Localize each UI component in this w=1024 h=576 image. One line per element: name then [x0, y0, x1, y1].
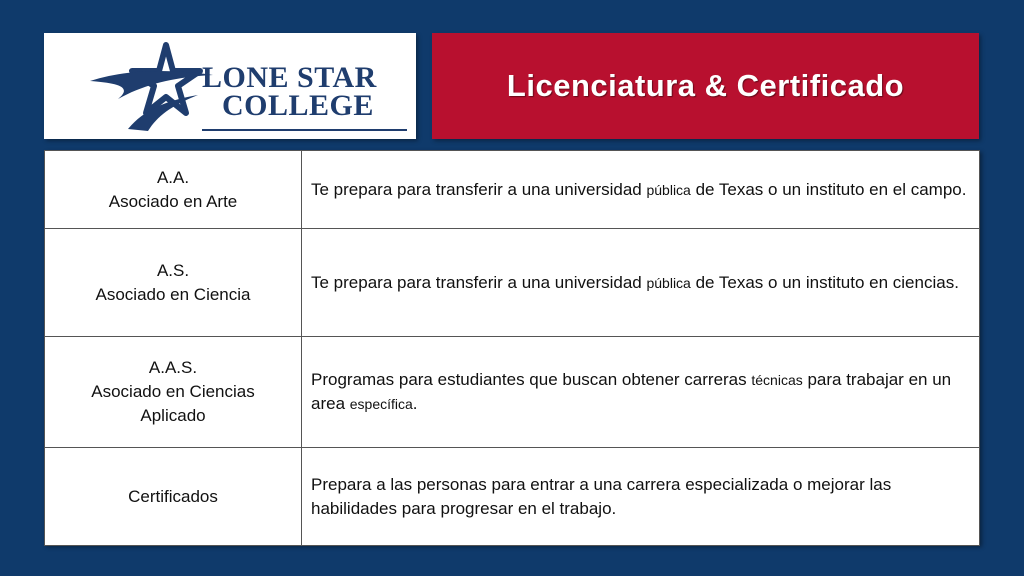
degree-description-cell	[302, 151, 980, 229]
table-row	[45, 229, 980, 337]
logo-underline	[202, 129, 407, 131]
degree-name-line: A.A.	[156, 167, 190, 187]
description-text: Prepara a las personas para entrar a una carrera especializada o mejorar las habilidades para progresar en el trabajo.	[311, 474, 892, 518]
table-row	[45, 337, 980, 448]
college-logo	[44, 33, 416, 139]
degree-name-line: Certificados	[128, 486, 218, 506]
description-text: .	[412, 394, 418, 413]
degree-name-line: A.A.S.	[148, 358, 198, 377]
table-row	[45, 151, 980, 229]
description-text: pública	[646, 274, 691, 291]
degree-description-cell	[302, 229, 980, 337]
degree-name-cell	[45, 337, 302, 448]
description-text: Te prepara para transferir a una universidad	[311, 272, 647, 292]
description-text: pública	[646, 181, 691, 198]
degree-name-cell	[45, 151, 302, 229]
degree-name-line: Asociado en Ciencias	[91, 382, 255, 401]
logo-name-line1: LONE STAR	[202, 61, 377, 94]
description-text: específica	[349, 396, 413, 412]
table-row	[45, 448, 980, 546]
description-text: Programas para estudiantes que buscan obtener carreras	[311, 370, 752, 389]
degree-name-line: A.S.	[156, 260, 190, 280]
degree-name-cell	[45, 448, 302, 546]
degree-name-line: Asociado en Arte	[108, 191, 238, 211]
description-text: técnicas	[751, 372, 803, 388]
star-swoosh-icon	[88, 41, 218, 133]
description-text: para trabajar en un area	[311, 370, 952, 413]
degree-description-cell	[302, 448, 980, 546]
description-text: de Texas o un instituto en el campo.	[690, 179, 967, 199]
degree-description-cell	[302, 337, 980, 448]
description-text: de Texas o un instituto en ciencias.	[690, 272, 959, 292]
degrees-table	[44, 150, 980, 545]
degree-name-line: Aplicado	[140, 406, 206, 425]
degree-name-cell	[45, 229, 302, 337]
title-banner	[432, 33, 979, 139]
logo-name-line2: COLLEGE	[222, 89, 374, 122]
description-text: Te prepara para transferir a una universidad	[311, 179, 647, 199]
degree-name-line: Asociado en Ciencia	[95, 284, 251, 304]
page-title: Licenciatura & Certificado	[506, 68, 905, 103]
